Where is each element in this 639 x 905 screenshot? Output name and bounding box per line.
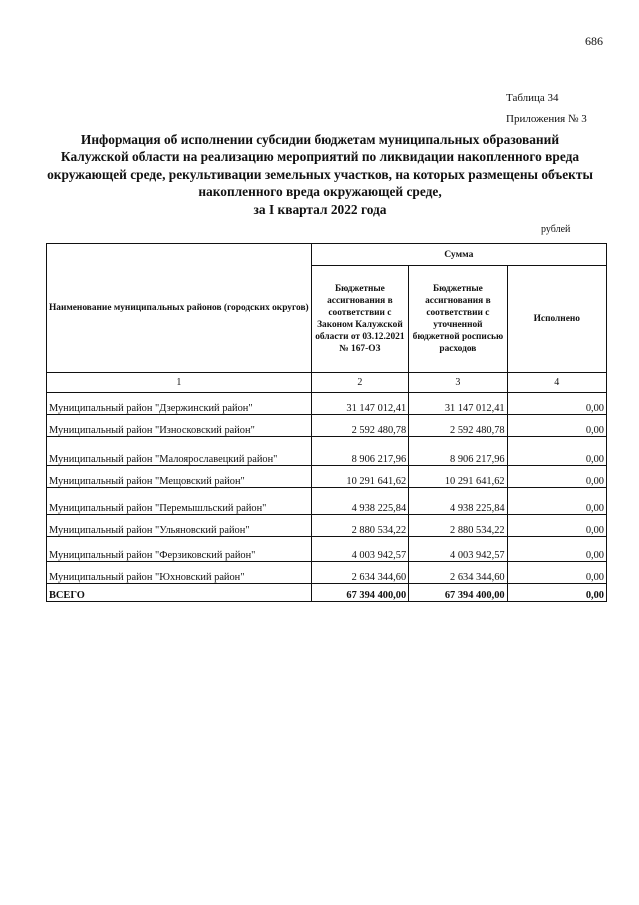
- table-row: [47, 466, 607, 488]
- refined-amount: 10 291 641,62: [409, 466, 507, 488]
- executed-amount: 0,00: [507, 415, 606, 437]
- table-row: [47, 537, 607, 562]
- municipality-name: Муниципальный район "Мещовский район": [47, 466, 312, 488]
- appendix-label: Приложения № 3: [506, 113, 587, 125]
- total-row: [47, 584, 607, 602]
- total-executed-amount: 0,00: [507, 584, 606, 602]
- header-law-allocations: Бюджетные ассигнования в соответствии с Законом Калужской области от 03.12.2021 № 167-ОЗ: [311, 266, 409, 373]
- header-refined-allocations: Бюджетные ассигнования в соответствии с уточненной бюджетной росписью расходов: [409, 266, 507, 373]
- total-label: ВСЕГО: [47, 584, 312, 602]
- table-row: [47, 393, 607, 415]
- municipality-name: Муниципальный район "Перемышльский район": [47, 488, 312, 515]
- executed-amount: 0,00: [507, 562, 606, 584]
- municipality-name: Муниципальный район "Износковский район": [47, 415, 312, 437]
- table-row: [47, 562, 607, 584]
- table-row: [47, 437, 607, 466]
- law-amount: 31 147 012,41: [311, 393, 409, 415]
- units-label: рублей: [541, 224, 571, 235]
- municipality-name: Муниципальный район "Ульяновский район": [47, 515, 312, 537]
- refined-amount: 4 938 225,84: [409, 488, 507, 515]
- law-amount: 8 906 217,96: [311, 437, 409, 466]
- executed-amount: 0,00: [507, 393, 606, 415]
- header-executed: Исполнено: [507, 266, 606, 373]
- refined-amount: 2 592 480,78: [409, 415, 507, 437]
- title-line-4: накопленного вреда окружающей среде,: [198, 184, 442, 200]
- table-label: Таблица 34: [506, 92, 559, 104]
- page-number: 686: [585, 34, 603, 48]
- refined-amount: 4 003 942,57: [409, 537, 507, 562]
- document-title: [40, 131, 600, 218]
- executed-amount: 0,00: [507, 466, 606, 488]
- total-law-amount: 67 394 400,00: [311, 584, 409, 602]
- municipality-name: Муниципальный район "Юхновский район": [47, 562, 312, 584]
- title-line-5: за I квартал 2022 года: [253, 201, 387, 217]
- refined-amount: 31 147 012,41: [409, 393, 507, 415]
- law-amount: 10 291 641,62: [311, 466, 409, 488]
- law-amount: 2 592 480,78: [311, 415, 409, 437]
- column-number: 2: [311, 373, 409, 393]
- header-sum: Сумма: [311, 244, 606, 266]
- column-number: 1: [47, 373, 312, 393]
- refined-amount: 2 880 534,22: [409, 515, 507, 537]
- subsidy-table: [46, 243, 607, 602]
- column-number-row: [47, 373, 607, 393]
- executed-amount: 0,00: [507, 537, 606, 562]
- law-amount: 4 938 225,84: [311, 488, 409, 515]
- law-amount: 2 634 344,60: [311, 562, 409, 584]
- title-line-3: окружающей среде, рекультивации земельных участков, на которых размещены объекты: [47, 166, 593, 182]
- column-number: 3: [409, 373, 507, 393]
- title-line-2: Калужской области на реализацию мероприятий по ликвидации накопленного вреда: [60, 149, 580, 165]
- municipality-name: Муниципальный район "Дзержинский район": [47, 393, 312, 415]
- law-amount: 2 880 534,22: [311, 515, 409, 537]
- executed-amount: 0,00: [507, 515, 606, 537]
- title-line-1: Информация об исполнении субсидии бюджетам муниципальных образований: [80, 132, 560, 147]
- executed-amount: 0,00: [507, 488, 606, 515]
- municipality-name: Муниципальный район "Малоярославецкий район": [47, 437, 312, 466]
- column-number: 4: [507, 373, 606, 393]
- law-amount: 4 003 942,57: [311, 537, 409, 562]
- refined-amount: 2 634 344,60: [409, 562, 507, 584]
- executed-amount: 0,00: [507, 437, 606, 466]
- table-row: [47, 515, 607, 537]
- header-municipality: Наименование муниципальных районов (городских округов): [47, 244, 312, 373]
- table-row: [47, 488, 607, 515]
- table-row: [47, 415, 607, 437]
- municipality-name: Муниципальный район "Ферзиковский район": [47, 537, 312, 562]
- total-refined-amount: 67 394 400,00: [409, 584, 507, 602]
- refined-amount: 8 906 217,96: [409, 437, 507, 466]
